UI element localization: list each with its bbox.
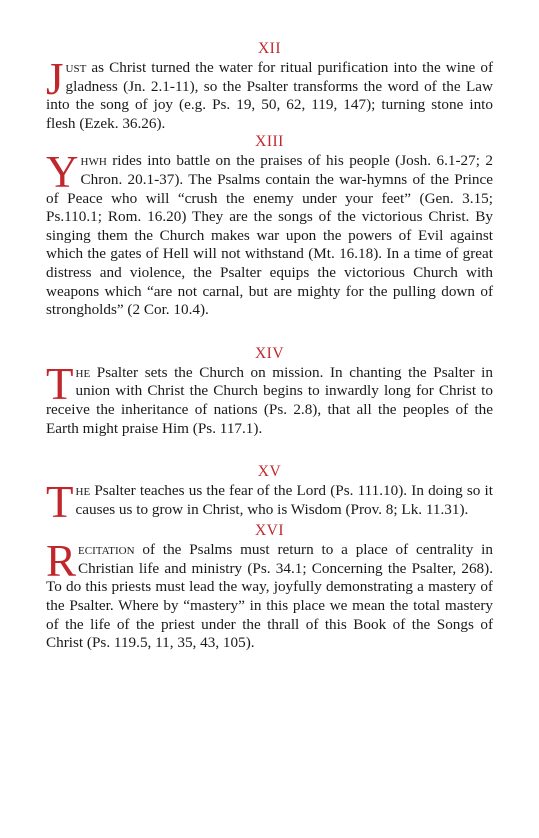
- section-xvi: [46, 522, 493, 653]
- section-numeral: XIV: [254, 344, 285, 362]
- section-numeral: XVI: [254, 522, 285, 540]
- section-xv: [46, 463, 493, 528]
- section-numeral: XIII: [255, 133, 284, 151]
- paragraph-text: of the Psalms must return to a place of centrality in Christian life and ministry (Ps. 34.1; Concerning the Psalter, 268). To do this priests must lead the way, joyfully demonstrating a mastery of the Psalter. Where by “mastery” in this place we mean the total mastery of the life of the priest under the thrall of this Book of the Songs of Christ (Ps. 119.5, 11, 35, 43, 105).: [46, 541, 493, 652]
- paragraph-text: as Christ turned the water for ritual purification into the wine of gladness (Jn. 2.1-11), so the Psalter transforms the word of the Law into the song of joy (e.g. Ps. 19, 50, 62, 119, 147); turning stone into flesh (Ezek. 36.26).: [46, 59, 493, 132]
- section-paragraph: [46, 358, 493, 438]
- section-paragraph: [46, 477, 493, 528]
- section-paragraph: [46, 536, 493, 653]
- lead-in-smallcaps: hwh: [80, 152, 107, 170]
- section-paragraph: [46, 54, 493, 133]
- paragraph-text: Psalter sets the Church on mission. In chanting the Psalter in union with Christ the Church begins to inwardly long for Christ to receive the inheritance of nations (Ps. 2.8), that all the peoples of the Earth might praise Him (Ps. 117.1).: [46, 363, 493, 437]
- paragraph-text: Psalter teaches us the fear of the Lord (Ps. 111.10). In doing so it causes us to grow in Christ, who is Wisdom (Prov. 8; Lk. 11.31).: [75, 482, 493, 518]
- section-paragraph: [46, 147, 493, 319]
- section-xiii: [46, 133, 493, 319]
- lead-in-smallcaps: he: [75, 363, 91, 381]
- document-page: [46, 40, 493, 653]
- paragraph-text: rides into battle on the praises of his people (Josh. 6.1-27; 2 Chron. 20.1-37). The Psalms contain the war-hymns of the Prince of Peace who will “crush the enemy under your feet” (Gen. 3.15; Ps.110.1; Rom. 16.20) They are the songs of the victorious Christ. By singing them the Church makes war upon the powers of Evil against which the gates of Hell will not withstand (Mt. 16.18). In a time of great distress and violence, the Psalter equips the victorious Church with weapons which “are not carnal, but are mighty for the pulling down of strongholds” (2 Cor. 10.4).: [46, 152, 493, 319]
- drop-cap: T: [46, 358, 74, 409]
- drop-cap: T: [46, 477, 74, 528]
- lead-in-smallcaps: ecitation: [78, 541, 135, 559]
- section-numeral: XV: [257, 463, 282, 481]
- drop-cap: R: [46, 536, 77, 587]
- drop-cap: J: [46, 54, 64, 104]
- section-numeral: XII: [257, 40, 282, 57]
- section-xiv: [46, 345, 493, 438]
- section-xii: [46, 40, 493, 133]
- lead-in-smallcaps: he: [75, 482, 91, 500]
- lead-in-smallcaps: ust: [65, 59, 87, 76]
- drop-cap: Y: [46, 147, 79, 198]
